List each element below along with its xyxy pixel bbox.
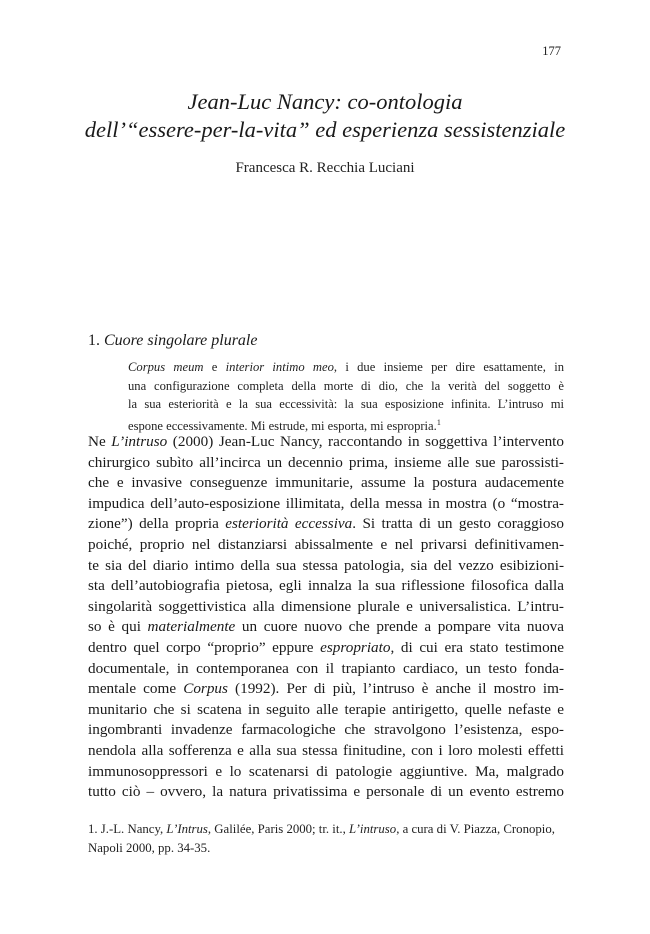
body-text xyxy=(88,432,564,803)
body-line: te sia del diario intimo della sua stessa patologia, sia del vezzo esibizioni- xyxy=(88,556,564,574)
title-line-1: Jean-Luc Nancy: co-ontologia xyxy=(187,89,463,114)
body-line: sta dell’autobiografia pietosa, egli innalza la sua riflessione filosofica dalla xyxy=(88,577,564,595)
body-line: so è qui materialmente un cuore nuovo che prende a pompare vita nuova xyxy=(88,618,564,636)
body-line: Ne L’intruso (2000) Jean-Luc Nancy, raccontando in soggettiva l’intervento xyxy=(88,433,564,450)
title-line-2: dell’“essere-per-la-vita” ed esperienza sessistenziale xyxy=(84,117,566,142)
section-number: 1. xyxy=(88,332,100,349)
body-line: munitario che si scatena in seguito alle terapie antirigetto, quelle nefaste e xyxy=(88,700,564,718)
body-line: documentale, in contemporanea con il trapianto cardiaco, un testo fonda- xyxy=(88,659,564,677)
body-line: mentale come Corpus (1992). Per di più, l’intruso è anche il mostro im- xyxy=(88,680,564,698)
article-title xyxy=(0,88,650,144)
epigraph-line: una configurazione completa della morte di dio, che la verità del soggetto è xyxy=(128,378,564,393)
author-name: Francesca R. Recchia Luciani xyxy=(235,160,415,176)
epigraph-line: espone eccessivamente. Mi estrude, mi esporta, mi espropria.$^1$ xyxy=(128,417,441,433)
epigraph-line: Corpus meum e interior intimo meo, i due insieme per dire esattamente, in xyxy=(128,360,565,374)
body-line: impudica dell’auto-esposizione illimitata, della messa in mostra (o “mostra- xyxy=(88,494,564,512)
epigraph-line: la sua esteriorità e la sua eccessività: la sua esposizione infinita. L’intruso mi xyxy=(128,397,564,411)
body-line: che e invasive conseguenze immunitarie, assume la postura audacemente xyxy=(88,474,564,492)
body-line: zione”) della propria esteriorità eccessiva. Si tratta di un gesto coraggioso xyxy=(88,515,564,533)
section-title: Cuore singolare plurale xyxy=(104,332,258,349)
body-line: poiché, proprio nel distanziarsi abissalmente e nel privarsi definitivamen- xyxy=(88,535,564,553)
footnote-line: 1. J.-L. Nancy, L’Intrus, Galilée, Paris 2000; tr. it., L’intruso, a cura di V. Piazza, Cronopio, xyxy=(88,822,555,836)
body-line: nendola alla sofferenza e alla sua stessa finitudine, con i loro molesti effetti xyxy=(88,741,564,759)
body-line: immunosoppressori e lo scatenarsi di patologie aggiuntive. Ma, malgrado xyxy=(88,762,564,780)
body-line: tutto ciò – ovvero, la natura privatissima e personale di un evento estremo xyxy=(88,783,564,801)
body-line: dentro quel corpo “proprio” eppure espropriato, di cui era stato testimone xyxy=(88,638,564,656)
footnote-line: Napoli 2000, pp. 34-35. xyxy=(88,840,211,855)
section-heading xyxy=(88,332,257,350)
body-line: singolarità soggettivistica alla dimensione plurale e universalistica. L’intru- xyxy=(88,597,564,615)
epigraph xyxy=(128,358,564,435)
body-line: ingombranti invadenze farmacologiche che stravolgono l’esistenza, espo- xyxy=(88,721,564,739)
page-number: 177 xyxy=(542,44,561,58)
footnote-reference[interactable]: 1 xyxy=(436,417,441,427)
body-line: chirurgico subìto all’incirca un decennio prima, insieme alle sue parossisti- xyxy=(88,453,564,471)
footnote xyxy=(88,820,564,857)
